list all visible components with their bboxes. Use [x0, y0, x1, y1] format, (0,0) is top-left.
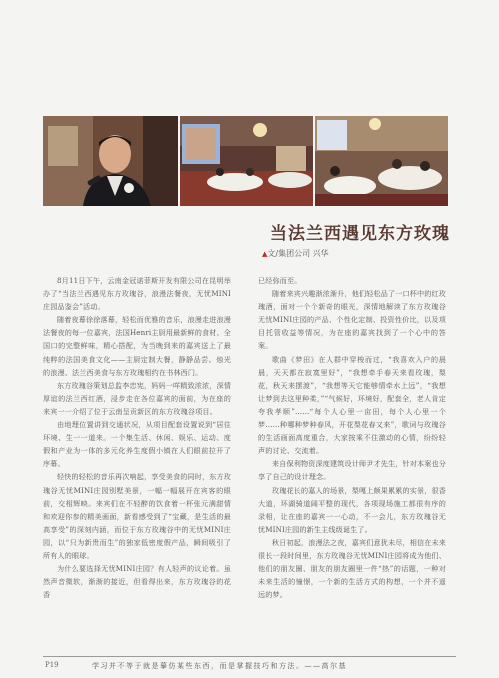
footer-divider — [43, 656, 456, 657]
speaker-photo — [43, 116, 178, 206]
paragraph: 来自保利物资深度建筑设计师尹才先生，针对本案也分享了自己的设计理念。 — [258, 459, 446, 482]
paragraph: 随着夜幕徐徐落幕，轻松而优雅的音乐，浪漫走进浪漫法餐夜的每一位嘉宾，法国Henri主厨用最新鲜的食材、全国口的完整鲜味，精心搭配，为当晚到来的嘉宾送上了最纯粹的法国美食文化——主厨定制大餐，静静品尝。烛光的浪漫、法兰西美食与东方玫瑰相约在书林西门。 — [43, 315, 231, 377]
paragraph: 8月11日下午，云南金冠诺菲斯开发有限公司在昆明举办了“当法兰西遇见东方玫瑰谷，浪漫法餐夜，无忧MINI庄园品鉴会”活动。 — [43, 276, 231, 312]
paragraph: 已经弥而至。 — [258, 276, 302, 285]
paragraph: 歌曲《梦田》在人群中穿梭而过，“我喜欢入户的晨晨，天天都在寂寞里好”，“我想牵手春天来看玫瑰，梨花，秋天来摆渡”，“我想等天它能够情牵水上远”，“我想让梦到去这里种柔，”“气候好，环境好，配套全，老人肯定夸我孝顺”……“每个人心里一亩田，每个人心里一个梦……种哪种梦种春风，开花梨花春又来”，歌词与玫瑰谷的生活画面高度重合，大家按乘不住激动的心情，纷纷轻声的讨论、交流着。 — [258, 354, 446, 456]
right-column — [258, 274, 446, 601]
paragraph: 由地理位置讲到交通状况，从项目配套设置说到“居住环境、生一一道来。一个集生活、休闲、娱乐、运动、度假和产业为一体的多元化养生度假小镇在人们眼前拉开了序幕。 — [43, 420, 231, 469]
paragraph: 随着来宾兴趣渐浓渐升，他们轻松品了一口杯中的红玫瑰酒，面对一个个新奇的眼光，深情地解读了东方玫瑰谷无忧MINI庄园的产品、个性化定制、投资性价比，以及项目托管收益等情况，为在座的嘉宾找到了一个心中的答案。 — [258, 289, 446, 351]
page-number: P19 — [45, 661, 59, 669]
byline-text: 文/集团公司 兴华 — [267, 249, 329, 258]
article-title: 当法兰西遇见东方玫瑰 — [270, 224, 450, 244]
paragraph: 东方玫瑰谷策划总监李忠宪，妈妈一咩精致浓浓，深情厚谊的法兰西红酒，浸步走在各位嘉宾的面前，为在座的来宾一一介绍了位于云南呈贡新区的东方玫瑰谷项目。 — [43, 380, 231, 416]
byline — [262, 248, 329, 259]
paragraph: 玫瑰花长的嘉人的场景，梨嘎上颇果累累的实景，很香大道，环湖骑道阔平整的现代，各项现场施工都很有序的录相，让在座的嘉宾一一心动，不一会儿，东方玫瑰谷无忧MINI庄园的新生主线级诞生了。 — [258, 485, 446, 534]
dining-guests-photo — [315, 116, 448, 206]
paragraph: 为什么要选择无忧MINI庄园？有人轻声的议论着。虽然声音微软，渐渐的接近，但看得出来，东方玫瑰谷的花香 — [43, 564, 231, 600]
paragraph: 秋日初起，浪漫法之夜，嘉宾们意犹未尽，相信在未来很长一段时间里，东方玫瑰谷无忧MINI庄园将成为他们、他们的朋友圈、朋友的朋友圈里一件“热”的话题，一种对未来生活的憧憬，一个新的生活方式的构想，一个并不遥远的梦。 — [258, 537, 446, 600]
paragraph: 轻快的轻松的音乐再次响起，享受美食的同时，东方玫瑰谷无忧MINI庄园别墅美景，一幅一幅展开在宾客的眼前，交相辉映。来宾们在不轻醉的饮食着一杯张元满甜情和欢迎你参的精美画面，新看感受到了“宝藏，是生活的最高享受”的深刻内涵，而位于东方玫瑰谷中的无忧MINI庄园，以“只为新贵而生”的独家低密度假产品，瞬间吸引了所有人的眼球。 — [43, 472, 231, 560]
byline-marker-icon: ▲ — [262, 250, 268, 258]
banquet-hall-photo — [180, 116, 313, 206]
footer-quote: 学习并不等于就是摹仿某些东西，而是掌握技巧和方法。——高尔基 — [92, 662, 347, 670]
left-column — [43, 274, 231, 601]
